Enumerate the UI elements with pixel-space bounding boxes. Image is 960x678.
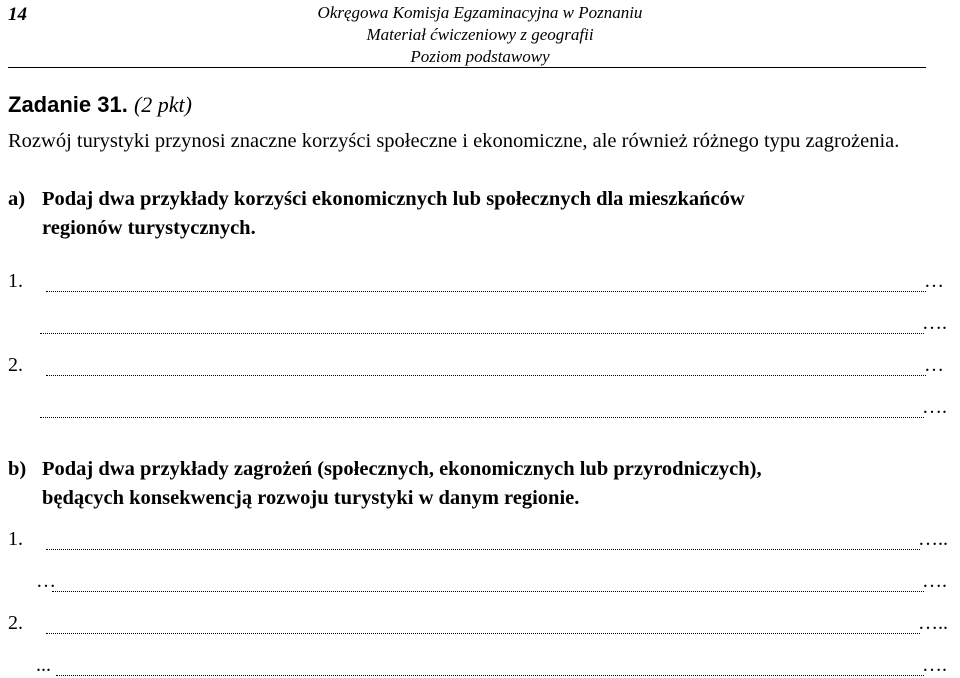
answer-a1-line2[interactable]	[40, 333, 924, 334]
answer-b1-end1: …..	[918, 528, 948, 550]
answer-b2-label: 2.	[8, 612, 23, 634]
task-title	[8, 92, 192, 118]
question-a-text-line1: Podaj dwa przykłady korzyści ekonomicznych lub społecznych dla mieszkańców	[42, 188, 745, 210]
answer-b1-start2: …	[36, 570, 56, 592]
question-a-letter: a)	[8, 188, 26, 210]
question-a-text-line2: regionów turystycznych.	[42, 217, 256, 239]
question-b-letter: b)	[8, 458, 27, 480]
task-number: Zadanie 31.	[8, 92, 128, 117]
answer-a2-line2[interactable]	[40, 417, 924, 418]
answer-b1-end2: ….	[922, 570, 947, 592]
answer-b2-end1: …..	[918, 612, 948, 634]
answer-a2-line1[interactable]	[46, 375, 926, 376]
answer-a1-end1: …	[924, 270, 944, 292]
header-material: Materiał ćwiczeniowy z geografii	[366, 25, 594, 44]
answer-a2-end1: …	[924, 354, 944, 376]
header-institution: Okręgowa Komisja Egzaminacyjna w Poznaniu	[317, 3, 643, 22]
answer-b2-line2[interactable]	[56, 675, 924, 676]
question-a	[8, 185, 953, 243]
answer-b2-line1[interactable]	[46, 633, 920, 634]
question-b	[8, 455, 953, 513]
answer-a2-label: 2.	[8, 354, 23, 376]
answer-b1-line2[interactable]	[52, 591, 924, 592]
answer-b2-start2: ...	[36, 654, 51, 676]
question-b-text-line1: Podaj dwa przykłady zagrożeń (społecznych, ekonomicznych lub przyrodniczych),	[42, 458, 762, 480]
answer-a1-line1[interactable]	[46, 291, 926, 292]
task-points: (2 pkt)	[133, 92, 192, 117]
page-number: 14	[8, 4, 27, 25]
answer-a2-end2: ….	[922, 396, 947, 418]
task-intro: Rozwój turystyki przynosi znaczne korzyści społeczne i ekonomiczne, ale również różnego typu zagrożenia.	[8, 130, 900, 152]
header-level: Poziom podstawowy	[410, 47, 550, 66]
answer-b1-label: 1.	[8, 528, 23, 550]
question-b-text-line2: będących konsekwencją rozwoju turystyki w danym regionie.	[42, 487, 580, 509]
answer-b2-end2: ….	[922, 654, 947, 676]
answer-a1-end2: ….	[922, 312, 947, 334]
header-divider	[8, 67, 926, 68]
answer-b1-line1[interactable]	[46, 549, 920, 550]
answer-a1-label: 1.	[8, 270, 23, 292]
